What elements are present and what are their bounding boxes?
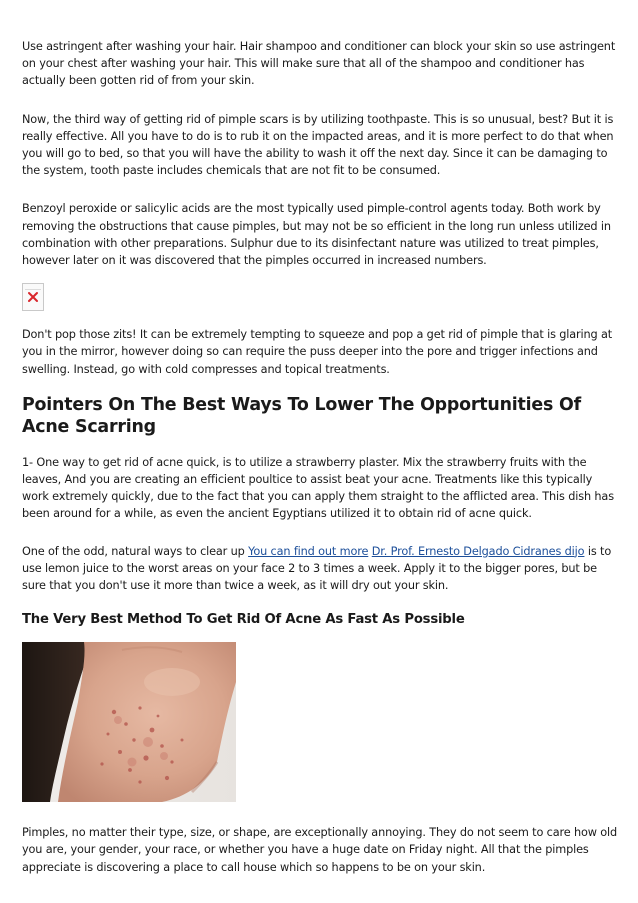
lemon-text-before: One of the odd, natural ways to clear up bbox=[22, 544, 249, 558]
paragraph-astringent: Use astringent after washing your hair. Hair shampoo and conditioner can block your skin so use astringent on your chest after washing your hair. This will make sure that all of the shampoo and conditioner has actually been gotten rid of from your skin. bbox=[22, 40, 616, 88]
paragraph-lemon-juice bbox=[22, 543, 618, 595]
paragraph-dont-pop: Don't pop those zits! It can be extremely tempting to squeeze and pop a get rid of pimple that is glaring at you in the mirror, however doing so can require the puss deeper into the pore and trigger infections and swelling. Instead, go with cold compresses and topical treatments. bbox=[22, 328, 613, 376]
lemon-text-after: is to use lemon juice to the worst areas on your face 2 to 3 times a week. Apply it to the bigger pores, but be sure that you don't use it more than twice a week, as it will dry out your skin. bbox=[22, 544, 612, 593]
paragraph-strawberry: 1- One way to get rid of acne quick, is to utilize a strawberry plaster. Mix the strawberry fruits with the leaves, And you are creating an efficient poultice to assist beat your acne. Treatments like this typically work extremely quickly, due to the fact that you can apply them straight to the afflicted area. This dish has been around for a while, as even the ancient Egyptians utilized it to obtain rid of acne quick. bbox=[22, 455, 614, 521]
red-x-icon bbox=[27, 291, 39, 303]
document-page bbox=[22, 38, 618, 876]
acne-cheek-photo bbox=[22, 642, 236, 802]
link-ernesto-delgado[interactable]: Dr. Prof. Ernesto Delgado Cidranes dijo bbox=[371, 544, 585, 558]
paragraph-toothpaste: Now, the third way of getting rid of pimple scars is by utilizing toothpaste. This is so unusual, best? But it is really effective. All you have to do is to rub it on the impacted areas, and it is more perfect to do that when you will go to bed, so that you will have the ability to wash it off the next day. Since it can be damaging to the system, tooth paste includes chemicals that are not fit to be consumed. bbox=[22, 112, 614, 178]
acne-cheek-image bbox=[22, 642, 236, 802]
paragraph-benzoyl: Benzoyl peroxide or salicylic acids are the most typically used pimple-control agents today. Both work by removing the obstructions that cause pimples, but may not be so efficient in the long run unless utilized in combination with other preparations. Sulphur due to its disinfectant nature was utilized to treat pimples, however later on it was discovered that the pimples occurred in increased numbers. bbox=[22, 202, 611, 268]
heading-acne-scarring: Pointers On The Best Ways To Lower The Opportunities Of Acne Scarring bbox=[22, 394, 581, 437]
broken-image-frame bbox=[25, 286, 41, 290]
paragraph-pimples-annoying: Pimples, no matter their type, size, or shape, are exceptionally annoying. They do not seem to care how old you are, your gender, your race, or whether you have a huge date on Friday night. All that the pimples appreciate is discovering a place to call house which so happens to be on your skin. bbox=[22, 826, 618, 874]
link-find-out-more[interactable]: You can find out more bbox=[248, 544, 369, 558]
broken-image-icon bbox=[22, 283, 44, 311]
heading-best-method: The Very Best Method To Get Rid Of Acne As Fast As Possible bbox=[22, 612, 465, 628]
